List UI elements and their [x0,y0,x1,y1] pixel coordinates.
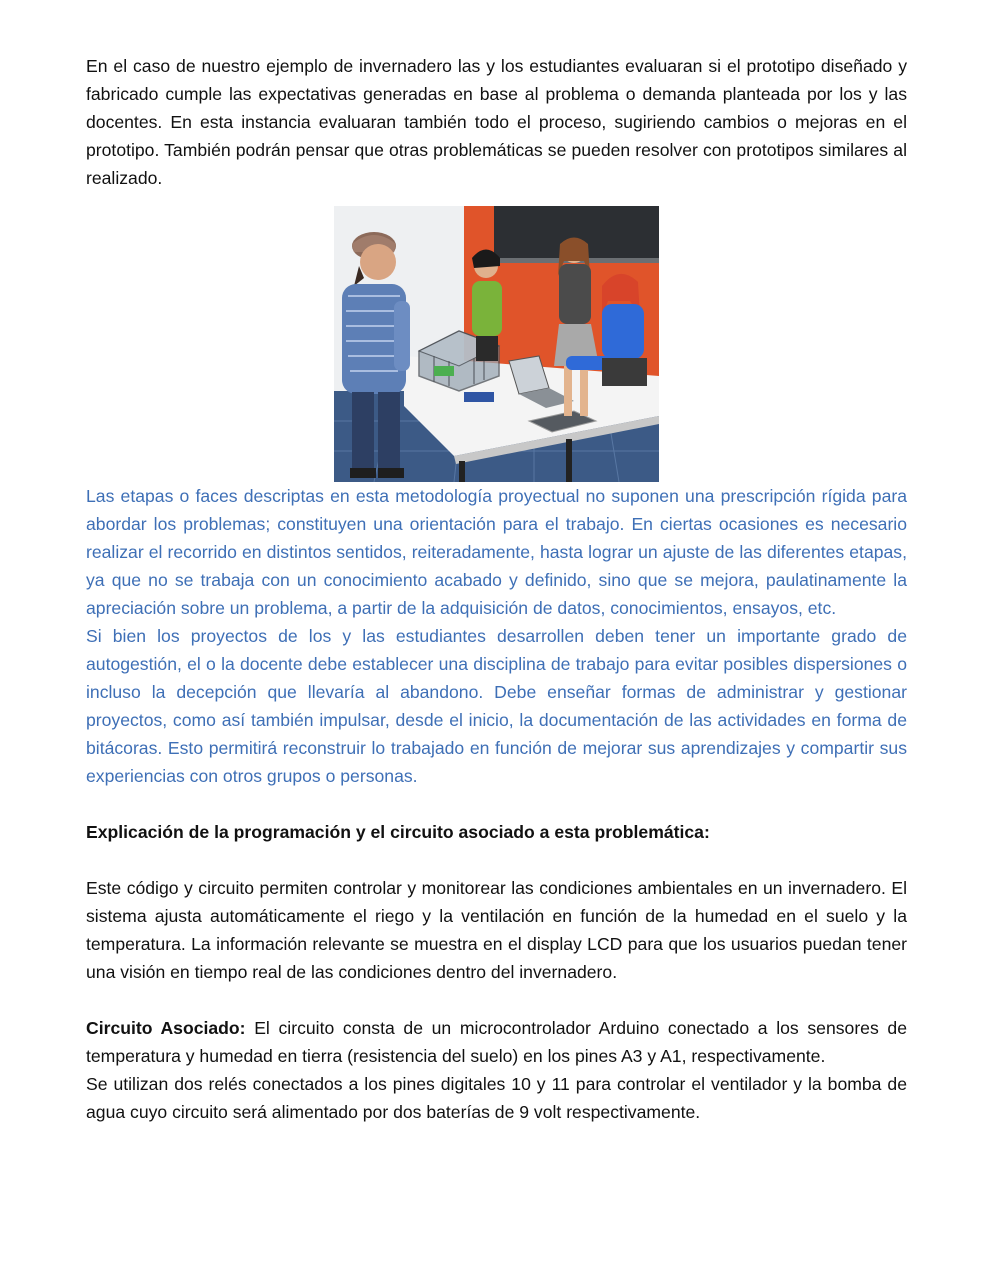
document-page [86,52,907,1126]
section-heading: Explicación de la programación y el circuito asociado a esta problemática: [86,822,710,842]
circuit-label: Circuito Asociado: [86,1018,246,1038]
circuit-text: El circuito consta de un microcontrolador Arduino conectado a los sensores de temperatura y humedad en tierra (resistencia del suelo) en los pines A3 y A1, respectivamente. [86,1018,908,1066]
spacer [86,790,907,818]
paragraph-evaluation: En el caso de nuestro ejemplo de invernadero las y los estudiantes evaluaran si el prototipo diseñado y fabricado cumple las expectativas generadas en base al problema o demanda planteada por los y las docentes. En esta instancia evaluaran también todo el proceso, sugiriendo cambios o mejoras en el prototipo. También podrán pensar que otras problemáticas se pueden resolver con prototipos similares al realizado. [86,56,907,188]
paragraph-stages: Las etapas o faces descriptas en esta metodología proyectual no suponen una prescripción rígida para abordar los problemas; constituyen una orientación para el trabajo. En ciertas ocasiones es necesario realizar el recorrido en distintos sentidos, reiteradamente, hasta lograr un ajuste de las diferentes etapas, ya que no se trabaja con un conocimiento acabado y definido, sino que se mejora, paulatinamente la apreciación sobre un problema, a partir de la adquisición de datos, conocimientos, ensayos, etc. [86,486,907,618]
classroom-illustration [334,206,659,482]
paragraph-relays: Se utilizan dos relés conectados a los pines digitales 10 y 11 para controlar el ventilador y la bomba de agua cuyo circuito será alimentado por dos baterías de 9 volt respectivamente. [86,1074,907,1122]
paragraph-projects: Si bien los proyectos de los y las estudiantes desarrollen deben tener un importante grado de autogestión, el o la docente debe establecer una disciplina de trabajo para evitar posibles dispersiones o incluso la decepción que llevaría al abandono. Debe enseñar formas de administrar y gestionar proyectos, como así también impulsar, desde el inicio, la documentación de las actividades en forma de bitácoras. Esto permitirá reconstruir lo trabajado en función de mejorar sus aprendizajes y compartir sus experiencias con otros grupos o personas. [86,626,907,786]
paragraph-system-description: Este código y circuito permiten controlar y monitorear las condiciones ambientales en un invernadero. El sistema ajusta automáticamente el riego y la ventilación en función de la humedad en el suelo y la temperatura. La información relevante se muestra en el display LCD para que los usuarios puedan tener una visión en tiempo real de las condiciones dentro del invernadero. [86,878,907,982]
spacer [86,986,907,1014]
spacer [86,846,907,874]
paragraph-circuit [86,1014,907,1070]
figure-container [86,206,907,482]
